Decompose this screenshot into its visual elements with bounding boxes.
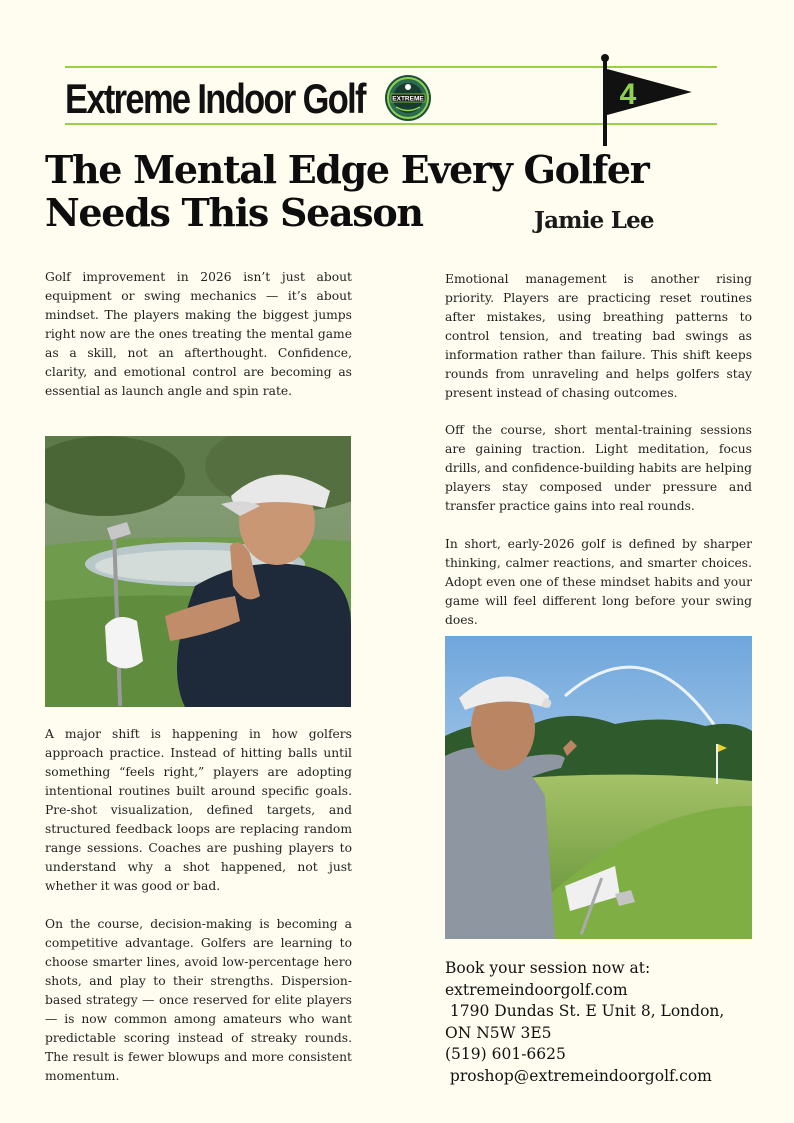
phone-number[interactable]: (519) 601-6625 (445, 1045, 566, 1063)
golfer-thinking-photo (45, 436, 351, 707)
svg-text:4: 4 (619, 78, 637, 111)
paragraph-off-course: Off the course, short mental-training sessions are gaining traction. Light meditation, focus drills, and confidence-building habits are helping players stay composed under pressure and transfer practice gains into real rounds. (445, 423, 753, 513)
address-line-2: ON N5W 3E5 (445, 1023, 552, 1042)
paragraph-intro: Golf improvement in 2026 isn’t just about equipment or swing mechanics — it’s about mindset. The players making the biggest jumps right now are the ones treating the mental game as a skill, not an afterthought. Confidence, clarity, and emotional control are becoming as essential as launch angle and spin rate. (45, 270, 352, 398)
golf-flag-icon (596, 52, 692, 148)
address-line-1: 1790 Dundas St. E Unit 8, London, (445, 1002, 725, 1020)
brand-name: Extreme Indoor Golf (65, 75, 365, 122)
article-title: The Mental Edge Every Golfer Needs This Season (45, 147, 649, 235)
paragraph-summary: In short, early-2026 golf is defined by sharper thinking, calmer reactions, and smarter choices. Adopt even one of these mindset habits and your game will feel different long before your swing does. (445, 537, 752, 627)
email-link[interactable]: proshop@extremeindoorgolf.com (445, 1066, 712, 1085)
svg-text:EXTREME: EXTREME (392, 95, 424, 103)
article-author: Jamie Lee (534, 207, 654, 234)
paragraph-practice: A major shift is happening in how golfers approach practice. Instead of hitting balls until something “feels right,” players are adopting intentional routines built around specific goals. Pre-shot visualization, defined targets, and structured feedback loops are replacing random range sessions. Coaches are pushing players to understand why a shot happened, not just whether it was good or bad. (45, 727, 352, 893)
paragraph-emotional: Emotional management is another rising priority. Players are practicing reset routines after mistakes, using breathing patterns to control tension, and treating bad swings as information rather than failure. This shift keeps rounds from unraveling and helps golfers stay present instead of chasing outcomes. (445, 272, 752, 400)
website-link[interactable]: extremeindoorgolf.com (445, 980, 628, 999)
paragraph-course-strategy: On the course, decision-making is becoming a competitive advantage. Golfers are learning to choose smarter lines, avoid low-percentage hero shots, and play to their strengths. Dispersion-based strategy — once reserved for elite players — is now common among amateurs who want predictable scoring instead of streaky rounds. The result is fewer blowups and more consistent momentum. (45, 917, 352, 1083)
golfer-pointing-photo (445, 636, 752, 939)
golf-badge-icon (384, 74, 432, 122)
booking-prompt: Book your session now at: (445, 959, 651, 977)
contact-block (445, 958, 765, 1087)
